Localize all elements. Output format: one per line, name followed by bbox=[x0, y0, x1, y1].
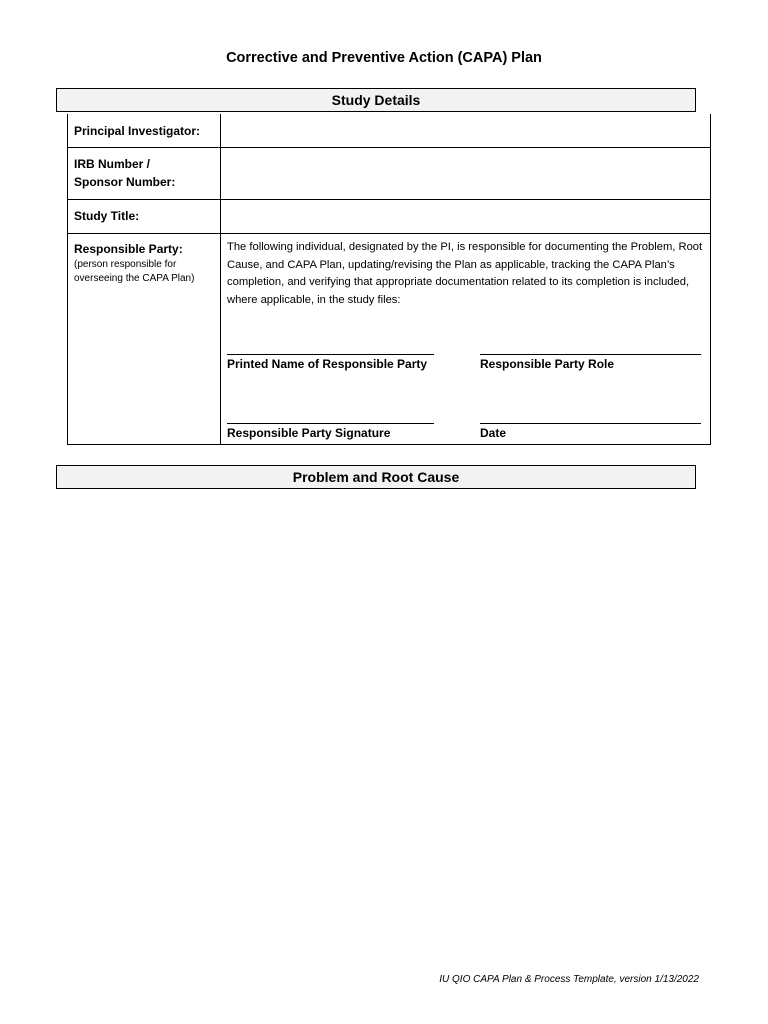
irb-number-row bbox=[68, 148, 711, 200]
problem-root-cause-header: Problem and Root Cause bbox=[56, 465, 696, 489]
responsible-party-row bbox=[68, 234, 711, 445]
footer-version: IU QIO CAPA Plan & Process Template, version 1/13/2022 bbox=[439, 974, 699, 985]
principal-investigator-label: Principal Investigator: bbox=[68, 114, 221, 148]
responsible-party-cell bbox=[221, 234, 711, 445]
study-details-table bbox=[67, 114, 711, 445]
document-title: Corrective and Preventive Action (CAPA) Plan bbox=[226, 50, 542, 66]
irb-number-field[interactable] bbox=[221, 148, 711, 200]
responsible-party-label: Responsible Party: (person responsible for overseeing the CAPA Plan) bbox=[68, 234, 221, 445]
responsible-party-sublabel-2: overseeing the CAPA Plan) bbox=[74, 273, 195, 284]
role-line[interactable] bbox=[480, 354, 701, 355]
principal-investigator-row bbox=[68, 114, 711, 148]
irb-number-label: IRB Number / Sponsor Number: bbox=[68, 148, 221, 200]
responsible-party-sublabel-1: (person responsible for bbox=[74, 259, 177, 270]
study-title-field[interactable] bbox=[221, 200, 711, 234]
role-label: Responsible Party Role bbox=[480, 357, 615, 371]
principal-investigator-field[interactable] bbox=[221, 114, 711, 148]
signature-line[interactable] bbox=[227, 423, 434, 424]
responsible-party-description: The following individual, designated by the PI, is responsible for documenting the Problem, Root Cause, and CAPA Plan, updating/revising the Plan as applicable, tracking the CAPA Plan’s completion, and verifying that appropriate documentation related to its completion is included, where applicable, in the study files: bbox=[227, 241, 703, 306]
printed-name-label: Printed Name of Responsible Party bbox=[227, 357, 428, 371]
date-label: Date bbox=[480, 426, 507, 440]
date-line[interactable] bbox=[480, 423, 701, 424]
study-details-header: Study Details bbox=[56, 88, 696, 112]
study-title-row bbox=[68, 200, 711, 234]
signature-label: Responsible Party Signature bbox=[227, 426, 391, 440]
printed-name-line[interactable] bbox=[227, 354, 434, 355]
study-title-label: Study Title: bbox=[68, 200, 221, 234]
